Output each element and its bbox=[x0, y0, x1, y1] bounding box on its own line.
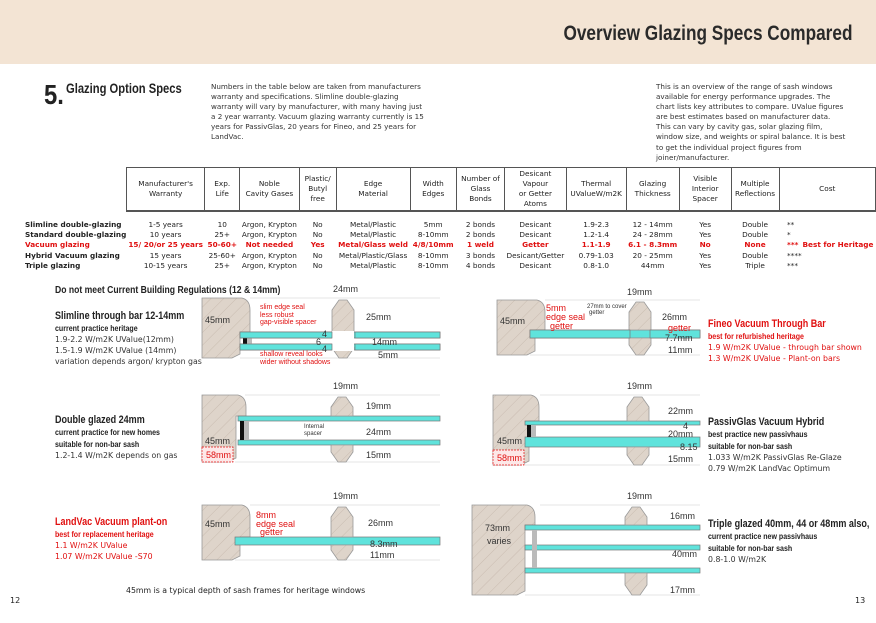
column-header-line: Visible bbox=[693, 174, 718, 183]
annotation-label: getter bbox=[260, 527, 284, 537]
dimension-label: 16mm bbox=[670, 511, 696, 521]
intro-text-right: This is an overview of the range of sash windows available for energy performance upgrades. The chart lists key attributes to compare. UValue figures are best estimates based on manufacturer data. This can vary by cavity gas, solar glazing film, window size, and weights or spiral balance. It is best to get the individual project figures from joiner/manufacturer. bbox=[656, 82, 846, 162]
dimension-label: 14mm bbox=[372, 337, 398, 347]
option-detail: 1.07 W/m2K UValue -S70 bbox=[55, 552, 153, 561]
dimension-label: 15mm bbox=[668, 454, 694, 464]
cell-value: Metal/Plastic/Glass bbox=[338, 250, 408, 260]
cell-value: No bbox=[699, 240, 711, 250]
annotation-label: getter bbox=[668, 323, 692, 333]
spacer bbox=[532, 530, 537, 568]
cell-value: Yes bbox=[310, 240, 325, 250]
dimension-label: 24mm bbox=[333, 284, 359, 294]
cell-value: Desicant bbox=[519, 260, 552, 270]
cell-value: Argon, Krypton bbox=[241, 260, 297, 270]
annotation-label: 5mm bbox=[546, 303, 566, 313]
dimension-label: 26mm bbox=[662, 312, 688, 322]
option-detail: 1.3 W/m2K UValue - Plant-on bars bbox=[708, 354, 841, 363]
option-subtitle: best practice new passivhaus bbox=[708, 429, 808, 439]
column-header-line: Edge bbox=[363, 179, 383, 188]
cell-value: 10 bbox=[217, 220, 227, 230]
option-detail: 1.5-1.9 W/m2K UValue (14mm) bbox=[55, 346, 177, 355]
option-detail: variation depends argon/ krypton gas bbox=[55, 357, 202, 366]
footer-note: 45mm is a typical depth of sash frames for heritage windows bbox=[126, 586, 366, 595]
option-title: Double glazed 24mm bbox=[55, 414, 145, 426]
sash-frame-section bbox=[202, 505, 250, 560]
cell-value: Desicant bbox=[519, 220, 552, 230]
annotation-label: 8mm bbox=[256, 510, 276, 520]
cell-value: Metal/Plastic bbox=[349, 260, 397, 270]
page-number-right: 13 bbox=[855, 596, 866, 605]
option-detail: 1.1 W/m2K UValue bbox=[55, 541, 128, 550]
glazing-bar-bottom bbox=[629, 338, 651, 355]
best-for-heritage-note: Best for Heritage bbox=[802, 240, 874, 250]
glazing-bar-bottom bbox=[627, 447, 649, 465]
cell-value: 4 bonds bbox=[465, 260, 496, 270]
option-detail: 1.2-1.4 W/m2K depends on gas bbox=[55, 451, 178, 460]
dimension-label: Internal bbox=[304, 424, 325, 430]
cell-value: 0.8-1.0 bbox=[583, 260, 610, 270]
option-subtitle: current practice for new homes bbox=[55, 427, 160, 437]
glass-pane bbox=[238, 416, 440, 421]
column-header-line: Butyl free bbox=[308, 184, 328, 203]
cell-value: 10-15 years bbox=[143, 260, 188, 270]
cell-value: 44mm bbox=[640, 260, 665, 270]
cell-value: 25+ bbox=[214, 230, 230, 240]
glazing-bar-top bbox=[331, 507, 353, 537]
cell-value: 12 - 14mm bbox=[632, 220, 673, 230]
cell-value: 8-10mm bbox=[417, 230, 449, 240]
cell-value: Argon, Krypton bbox=[241, 220, 297, 230]
dimension-label: 7.7mm bbox=[665, 333, 693, 343]
cell-value: 15/ 20/or 25 years bbox=[128, 240, 203, 250]
dimension-label: varies bbox=[487, 536, 512, 546]
cell-value: 3 bonds bbox=[465, 250, 496, 260]
regulations-heading: Do not meet Current Building Regulations (12 & 14mm) bbox=[55, 284, 281, 296]
cell-value: 6.1 - 8.3mm bbox=[628, 240, 678, 250]
dimension-label: 4 bbox=[683, 421, 689, 431]
dimension-label: 11mm bbox=[370, 550, 395, 560]
annotation-label: shallow reveal looks bbox=[260, 351, 323, 358]
option-subtitle: best for replacement heritage bbox=[55, 529, 154, 539]
cell-value: 15 years bbox=[149, 250, 182, 260]
dimension-label: 27mm to cover bbox=[587, 304, 627, 310]
cell-value: 50-60+ bbox=[207, 240, 237, 250]
column-header-line: Plastic/ bbox=[304, 174, 331, 183]
cell-value: 8-10mm bbox=[417, 260, 449, 270]
dimension-label: 22mm bbox=[668, 406, 694, 416]
dimension-label: 8.3mm bbox=[370, 539, 398, 549]
cell-value: 4/8/10mm bbox=[412, 240, 454, 250]
cell-value: **** bbox=[787, 250, 802, 260]
dimension-label: 19mm bbox=[627, 381, 653, 391]
glass-pane bbox=[238, 440, 440, 445]
column-header-line: Cavity Gases bbox=[245, 189, 294, 198]
cell-value: Triple bbox=[745, 260, 765, 270]
spacer-seal bbox=[240, 421, 244, 440]
row-label: Vacuum glazing bbox=[25, 240, 90, 250]
page-number-left: 12 bbox=[10, 596, 21, 605]
dimension-label: 45mm bbox=[205, 436, 231, 446]
annotation-label: gap-visible spacer bbox=[260, 319, 317, 326]
option-detail: 1.9 W/m2K UValue - through bar shown bbox=[708, 343, 862, 352]
dimension-label: 40mm bbox=[672, 549, 698, 559]
dimension-label: 6 bbox=[316, 337, 322, 347]
cell-value: 1-5 years bbox=[148, 220, 183, 230]
dimension-label: 17mm bbox=[670, 585, 696, 595]
cell-value: 25+ bbox=[214, 260, 230, 270]
cell-value: Double bbox=[742, 250, 768, 260]
cell-value: No bbox=[312, 260, 323, 270]
cell-value: Argon, Krypton bbox=[241, 230, 297, 240]
spacer bbox=[244, 421, 249, 440]
glazing-bar-top bbox=[629, 302, 651, 330]
option-subtitle: suitable for non-bar sash bbox=[55, 439, 140, 449]
annotation-label: getter bbox=[550, 321, 574, 331]
dimension-label: 19mm bbox=[333, 491, 359, 501]
option-subtitle: current practice new passivhaus bbox=[708, 531, 818, 541]
cell-value: ** bbox=[787, 220, 795, 230]
cell-value: 8-10mm bbox=[417, 250, 449, 260]
glass-pane bbox=[530, 330, 630, 338]
option-subtitle: current practice heritage bbox=[55, 323, 138, 333]
column-header-line: Multiple bbox=[740, 179, 770, 188]
dimension-label: spacer bbox=[304, 431, 323, 437]
dimension-label: 20mm bbox=[668, 429, 694, 439]
cell-value: Metal/Plastic bbox=[349, 230, 397, 240]
dimension-label: 45mm bbox=[205, 315, 231, 325]
cell-value: Yes bbox=[699, 230, 712, 240]
cell-value: 25-60+ bbox=[208, 250, 236, 260]
glass-pane bbox=[235, 537, 440, 545]
column-header-line: Glazing bbox=[639, 179, 667, 188]
row-label: Standard double-glazing bbox=[25, 230, 127, 240]
column-header-line: Desicant Vapour bbox=[519, 169, 552, 188]
cell-value: *** bbox=[787, 260, 798, 270]
dimension-label: 45mm bbox=[497, 436, 523, 446]
row-label: Hybrid Vacuum glazing bbox=[25, 250, 120, 260]
glazing-bar-bottom bbox=[331, 545, 353, 560]
option-title: Fineo Vacuum Through Bar bbox=[708, 318, 826, 330]
cell-value: Yes bbox=[699, 250, 712, 260]
column-header-line: Noble bbox=[258, 179, 280, 188]
option-subtitle: best for refurbished heritage bbox=[708, 331, 804, 341]
dimension-label: 5mm bbox=[378, 350, 398, 360]
cell-value: None bbox=[744, 240, 766, 250]
dimension-label: 45mm bbox=[500, 316, 526, 326]
dimension-label: 19mm bbox=[366, 401, 392, 411]
column-header-line: Warranty bbox=[148, 189, 183, 198]
glazing-bar-bottom bbox=[331, 445, 353, 462]
cell-value: Desicant bbox=[519, 230, 552, 240]
spacer bbox=[247, 338, 252, 344]
glazing-bar-bottom bbox=[625, 573, 647, 595]
cell-value: 0.79-1.03 bbox=[578, 250, 614, 260]
dimension-label: 24mm bbox=[366, 427, 392, 437]
cell-value: No bbox=[312, 220, 323, 230]
option-subtitle: suitable for non-bar sash bbox=[708, 543, 793, 553]
annotation-label: less robust bbox=[260, 312, 294, 319]
glazing-bar-top bbox=[625, 507, 647, 525]
dimension-label: 15mm bbox=[366, 450, 392, 460]
dimension-label: 8.15 bbox=[680, 442, 698, 452]
column-header-line: Life bbox=[215, 189, 229, 198]
column-header-line: Width bbox=[422, 179, 444, 188]
annotation-label: edge seal bbox=[546, 312, 586, 322]
cell-value: 10 years bbox=[149, 230, 182, 240]
dimension-label: 73mm bbox=[485, 523, 511, 533]
cell-value: Argon, Krypton bbox=[241, 250, 297, 260]
cell-value: Double bbox=[742, 220, 768, 230]
cell-value: Desicant/Getter bbox=[506, 250, 565, 260]
glass-pane bbox=[525, 421, 700, 425]
section-number: 5. bbox=[44, 79, 64, 110]
column-header-line: Cost bbox=[819, 184, 836, 193]
dimension-label: 19mm bbox=[627, 491, 653, 501]
spacer-seal bbox=[527, 425, 531, 437]
bar-gap bbox=[332, 331, 354, 351]
column-header-line: Glass Bonds bbox=[469, 184, 492, 203]
glazing-bar-top bbox=[627, 397, 649, 421]
cell-value: 2 bonds bbox=[465, 220, 496, 230]
option-title: Slimline through bar 12-14mm bbox=[55, 310, 185, 322]
cell-value: Double bbox=[742, 230, 768, 240]
column-header-line: or Getter Atoms bbox=[518, 189, 552, 208]
glass-pane bbox=[355, 332, 440, 338]
dimension-label: 19mm bbox=[627, 287, 653, 297]
column-header-line: Edges bbox=[422, 189, 445, 198]
cell-value: 2 bonds bbox=[465, 230, 496, 240]
option-title: PassivGlas Vacuum Hybrid bbox=[708, 416, 825, 428]
intro-text-left: Numbers in the table below are taken from manufacturers warranty and specifications. Slimline double-glazing warranty will vary by manufacturer, with many having just a 2 year warranty. Vacuum glazing warranty currently is 15 years for PassivGlas, 20 years for Fineo, and 25 years for LandVac. bbox=[211, 82, 424, 142]
row-label: Slimline double-glazing bbox=[25, 220, 122, 230]
glazing-bar-top bbox=[332, 300, 354, 332]
column-header-line: Thickness bbox=[634, 189, 671, 198]
cell-value: 1.9-2.3 bbox=[583, 220, 610, 230]
dimension-label: 11mm bbox=[668, 345, 693, 355]
sash-frame-section bbox=[497, 300, 545, 355]
section-title: Glazing Option Specs bbox=[66, 80, 182, 96]
option-detail: 0.79 W/m2K LandVac Optimum bbox=[708, 464, 831, 473]
column-header-line: UValueW/m2K bbox=[570, 189, 622, 198]
dimension-label: 26mm bbox=[368, 518, 394, 528]
cell-value: 1.2-1.4 bbox=[583, 230, 610, 240]
cell-value: Metal/Plastic bbox=[349, 220, 397, 230]
cell-value: 1.1-1.9 bbox=[581, 240, 611, 250]
annotation-label: edge seal bbox=[256, 519, 296, 529]
column-header-line: Material bbox=[358, 189, 388, 198]
dimension-label: 45mm bbox=[205, 519, 231, 529]
row-label: Triple glazing bbox=[25, 260, 81, 270]
page-title: Overview Glazing Specs Compared bbox=[562, 22, 852, 45]
glass-pane bbox=[525, 568, 700, 573]
cell-value: No bbox=[312, 250, 323, 260]
annotation-label: 58mm bbox=[206, 450, 232, 460]
dimension-label: 4 bbox=[322, 344, 328, 354]
cell-value: Getter bbox=[522, 240, 549, 250]
cell-value: Not needed bbox=[245, 240, 294, 250]
option-detail: 0.8-1.0 W/m2K bbox=[708, 555, 767, 564]
annotation-label: wider without shadows bbox=[260, 359, 331, 366]
cell-value: *** bbox=[787, 240, 799, 250]
column-header-line: Number of bbox=[461, 174, 500, 183]
annotation-label: slim edge seal bbox=[260, 304, 305, 311]
cell-value: Yes bbox=[699, 260, 712, 270]
column-header-line: Reflections bbox=[734, 189, 776, 198]
cell-value: Yes bbox=[699, 220, 712, 230]
dimension-label: 4 bbox=[322, 329, 328, 339]
cell-value: 20 - 25mm bbox=[632, 250, 673, 260]
glazing-bar-top bbox=[331, 397, 353, 416]
dimension-label: 19mm bbox=[333, 381, 359, 391]
cell-value: * bbox=[787, 230, 791, 240]
column-header-line: Manufacturer's bbox=[138, 179, 193, 188]
dimension-label: getter bbox=[589, 310, 605, 316]
column-header-line: Exp. bbox=[214, 179, 231, 188]
column-header-line: Interior Spacer bbox=[691, 184, 719, 203]
cell-value: 1 weld bbox=[466, 240, 494, 250]
cell-value: 5mm bbox=[423, 220, 443, 230]
annotation-label: 58mm bbox=[497, 453, 523, 463]
dimension-label: 25mm bbox=[366, 312, 392, 322]
spacer bbox=[531, 425, 536, 437]
cell-value: No bbox=[312, 230, 323, 240]
column-header-line: Thermal bbox=[581, 179, 612, 188]
option-title: Triple glazed 40mm, 44 or 48mm also, bbox=[708, 518, 870, 530]
glass-pane bbox=[525, 525, 700, 530]
spacer-seal bbox=[243, 338, 247, 344]
option-detail: 1.033 W/m2K PassivGlas Re-Glaze bbox=[708, 453, 842, 462]
cell-value: Metal/Glass weld bbox=[338, 240, 408, 250]
option-title: LandVac Vacuum plant-on bbox=[55, 516, 168, 528]
option-subtitle: suitable for non-bar sash bbox=[708, 441, 793, 451]
option-detail: 1.9-2.2 W/m2K UValue(12mm) bbox=[55, 335, 174, 344]
cell-value: 24 - 28mm bbox=[632, 230, 673, 240]
